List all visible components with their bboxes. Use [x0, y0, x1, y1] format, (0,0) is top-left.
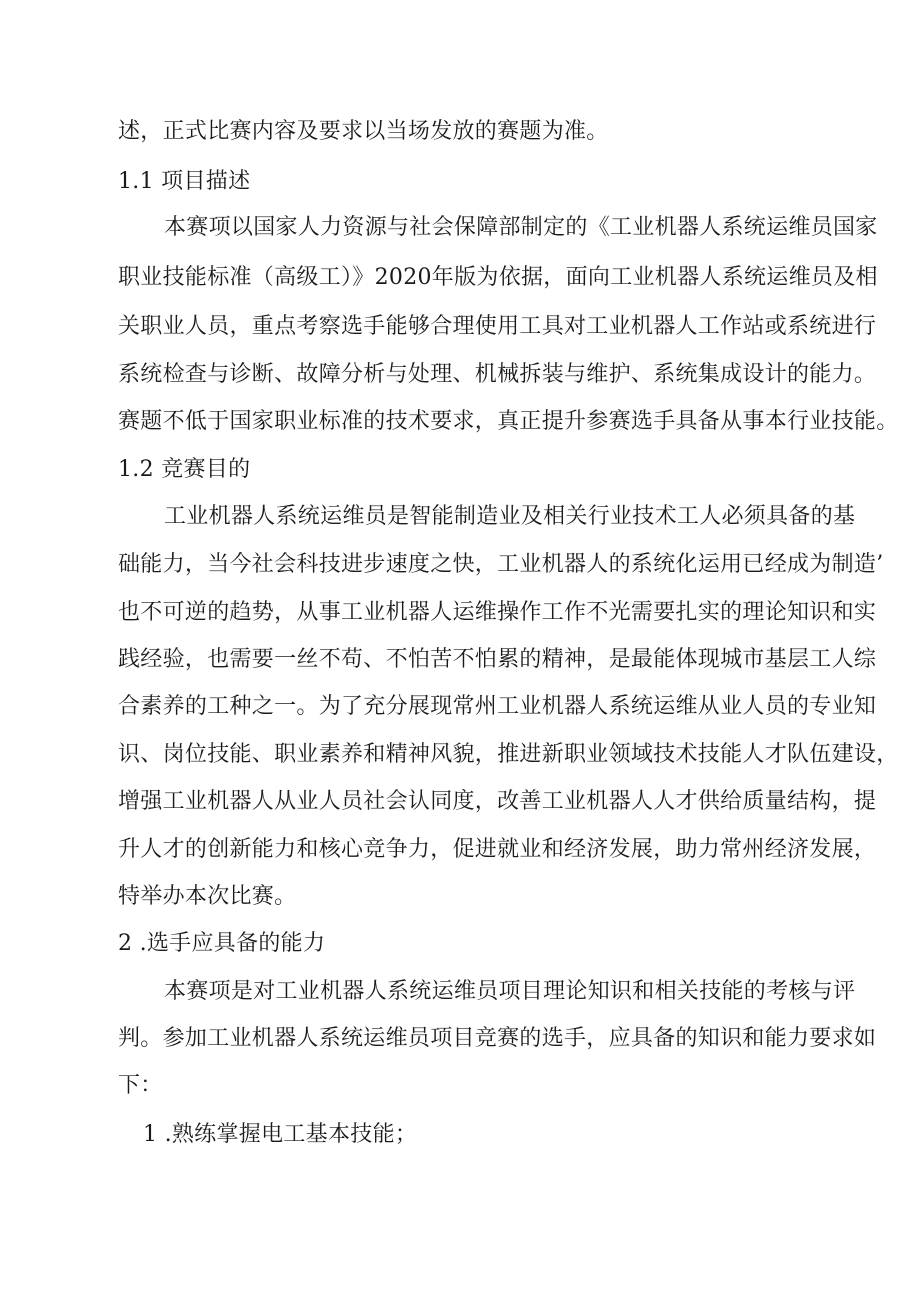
paragraph-line: 本赛项是对工业机器人系统运维员项目理论知识和相关技能的考核与评 — [164, 979, 856, 1004]
paragraph-line: 述，正式比赛内容及要求以当场发放的赛题为准。 — [118, 119, 609, 144]
section-heading-2: 2 .选手应具备的能力 — [118, 931, 326, 956]
paragraph-line: 赛题不低于国家职业标准的技术要求，真正提升参赛选手具备从事本行业技能。 — [118, 409, 899, 434]
paragraph-line: 合素养的工种之一。为了充分展现常州工业机器人系统运维从业人员的专业知 — [118, 694, 877, 719]
paragraph-line: 系统检查与诊断、故障分析与处理、机械拆装与维护、系统集成设计的能力。 — [118, 362, 877, 387]
paragraph-line: 践经验，也需要一丝不苟、不怕苦不怕累的精神，是最能体现城市基层工人综 — [118, 647, 877, 672]
paragraph-line: 识、岗位技能、职业素养和精神风貌，推进新职业领域技术技能人才队伍建设， — [118, 742, 899, 767]
paragraph-line: 工业机器人系统运维员是智能制造业及相关行业技术工人必须具备的基 — [164, 504, 856, 529]
section-heading-1-2: 1.2 竞赛目的 — [118, 457, 251, 482]
paragraph-line: 关职业人员，重点考察选手能够合理使用工具对工业机器人工作站或系统进行 — [118, 314, 877, 339]
paragraph-line: 本赛项以国家人力资源与社会保障部制定的《工业机器人系统运维员国家 — [164, 215, 878, 240]
paragraph-line: 础能力，当今社会科技进步速度之快，工业机器人的系统化运用已经成为制造’ — [118, 552, 884, 577]
section-heading-1-1: 1.1 项目描述 — [118, 169, 251, 194]
paragraph-line: 判。参加工业机器人系统运维员项目竞赛的选手，应具备的知识和能力要求如 — [118, 1026, 877, 1051]
paragraph-line: 职业技能标准（高级工）》2020年版为依据，面向工业机器人系统运维员及相 — [118, 265, 878, 290]
paragraph-line: 也不可逆的趋势，从事工业机器人运维操作工作不光需要扎实的理论知识和实 — [118, 600, 877, 625]
list-item: 1 .熟练掌握电工基本技能； — [143, 1122, 418, 1147]
paragraph-line: 升人才的创新能力和核心竞争力，促进就业和经济发展，助力常州经济发展， — [118, 837, 877, 862]
paragraph-line: 特举办本次比赛。 — [118, 884, 297, 909]
paragraph-line: 下： — [118, 1073, 163, 1098]
paragraph-line: 增强工业机器人从业人员社会认同度，改善工业机器人人才供给质量结构，提 — [118, 789, 877, 814]
